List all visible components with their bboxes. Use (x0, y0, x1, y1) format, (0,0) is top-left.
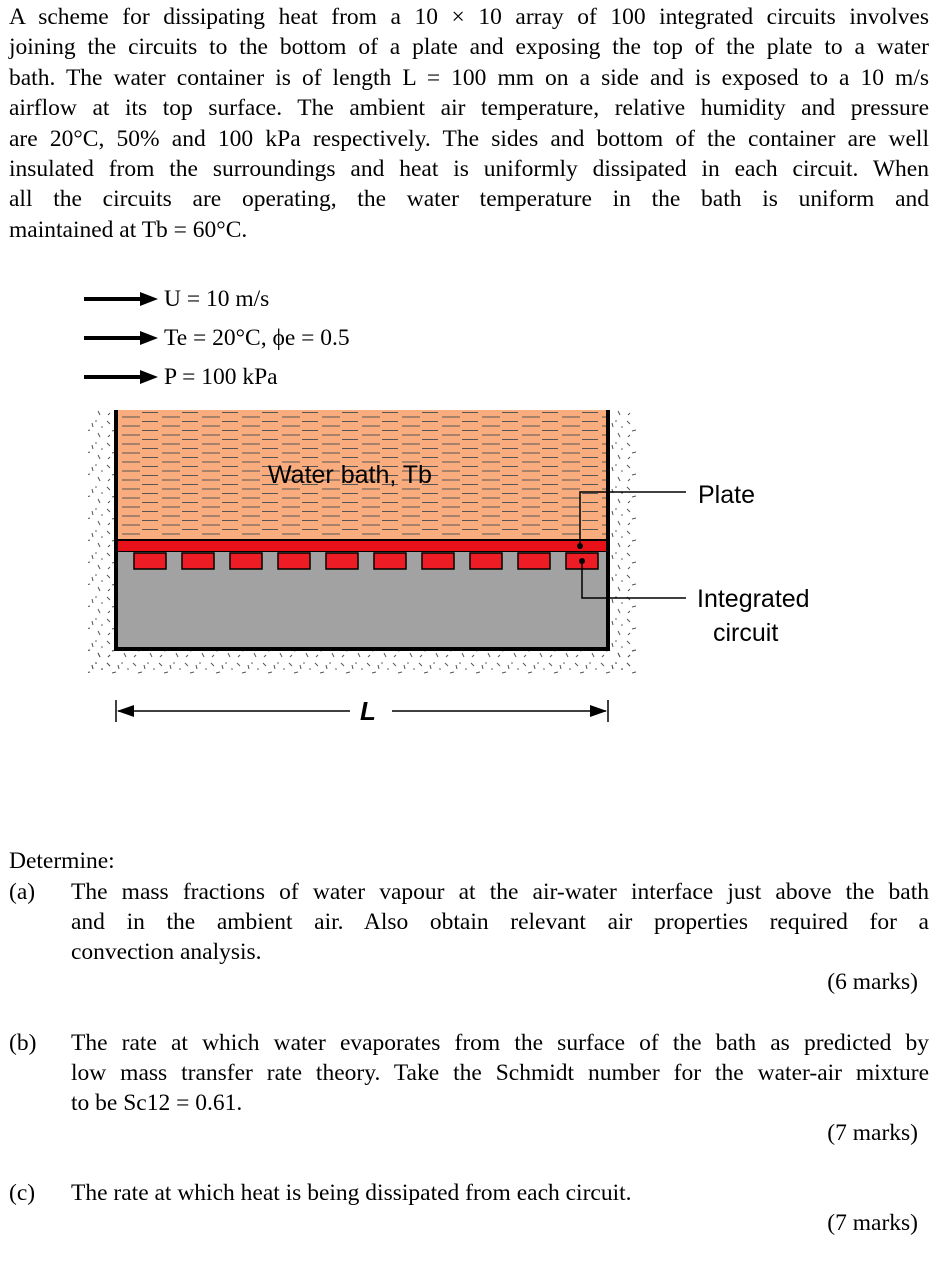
intro-line: are 20°C, 50% and 100 kPa respectively. The sides and bottom of the container are well (9, 125, 929, 152)
question-line: The rate at which heat is being dissipated from each circuit. (71, 1180, 632, 1206)
bath-label: Water bath, Tb (268, 461, 432, 489)
right-insulation (610, 410, 636, 672)
problem-statement (9, 2, 929, 245)
intro-line: airflow at its top surface. The ambient air temperature, relative humidity and pressure (9, 95, 929, 122)
question-a (9, 877, 929, 968)
integrated-circuit (134, 553, 166, 569)
question-line: low mass transfer rate theory. Take the Schmidt number for the water-air mixture (71, 1060, 929, 1087)
velocity-text: U = 10 m/s (164, 286, 270, 312)
integrated-circuit (470, 553, 502, 569)
flow-arrow-icon (84, 330, 158, 346)
marks-c: (7 marks) (827, 1210, 918, 1236)
integrated-circuit (422, 553, 454, 569)
question-label: (b) (9, 1030, 37, 1056)
temperature-condition (84, 323, 350, 353)
left-insulation (88, 410, 114, 672)
intro-line: all the circuits are operating, the water temperature in the bath is uniform and (9, 186, 929, 213)
ic-label-line1: Integrated (697, 585, 810, 613)
temperature-text: Te = 20°C, ϕe = 0.5 (164, 325, 350, 351)
flow-arrow-icon (84, 291, 158, 307)
integrated-circuit (374, 553, 406, 569)
container-diagram (0, 395, 948, 735)
integrated-circuit (182, 553, 214, 569)
question-line: The mass fractions of water vapour at the air-water interface just above the bath (71, 879, 929, 905)
bottom-insulation (88, 648, 636, 674)
flow-arrow-icon (84, 369, 158, 385)
marks-a: (6 marks) (827, 969, 918, 995)
marks-b: (7 marks) (827, 1120, 918, 1146)
question-b (9, 1028, 929, 1119)
length-dimension (116, 696, 608, 726)
question-line: convection analysis. (71, 939, 262, 966)
question-line: The rate at which water evaporates from the surface of the bath as predicted by (71, 1030, 929, 1056)
question-c (9, 1178, 929, 1208)
integrated-circuit (230, 553, 262, 569)
determine-heading: Determine: (9, 848, 115, 874)
intro-line: bath. The water container is of length L = 100 mm on a side and is exposed to a 10 m/s (9, 64, 929, 91)
integrated-circuit (278, 553, 310, 569)
integrated-circuit (518, 553, 550, 569)
pressure-condition (84, 362, 278, 392)
question-line: and in the ambient air. Also obtain relevant air properties required for a (71, 909, 929, 936)
ic-label-line2: circuit (713, 619, 779, 647)
intro-line: maintained at Tb = 60°C. (9, 216, 248, 243)
intro-line: A scheme for dissipating heat from a 10 × 10 array of 100 integrated circuits involves (9, 4, 929, 30)
length-label: L (360, 696, 376, 726)
question-label: (a) (9, 879, 36, 905)
question-label: (c) (9, 1180, 36, 1206)
intro-line: insulated from the surroundings and heat is uniformly dissipated in each circuit. When (9, 156, 929, 183)
plate (116, 540, 608, 552)
velocity-condition (84, 284, 269, 314)
question-line: to be Sc12 = 0.61. (71, 1090, 243, 1117)
pressure-text: P = 100 kPa (164, 364, 278, 390)
integrated-circuit (326, 553, 358, 569)
plate-label: Plate (698, 481, 755, 509)
intro-line: joining the circuits to the bottom of a plate and exposing the top of the plate to a water (9, 34, 929, 61)
